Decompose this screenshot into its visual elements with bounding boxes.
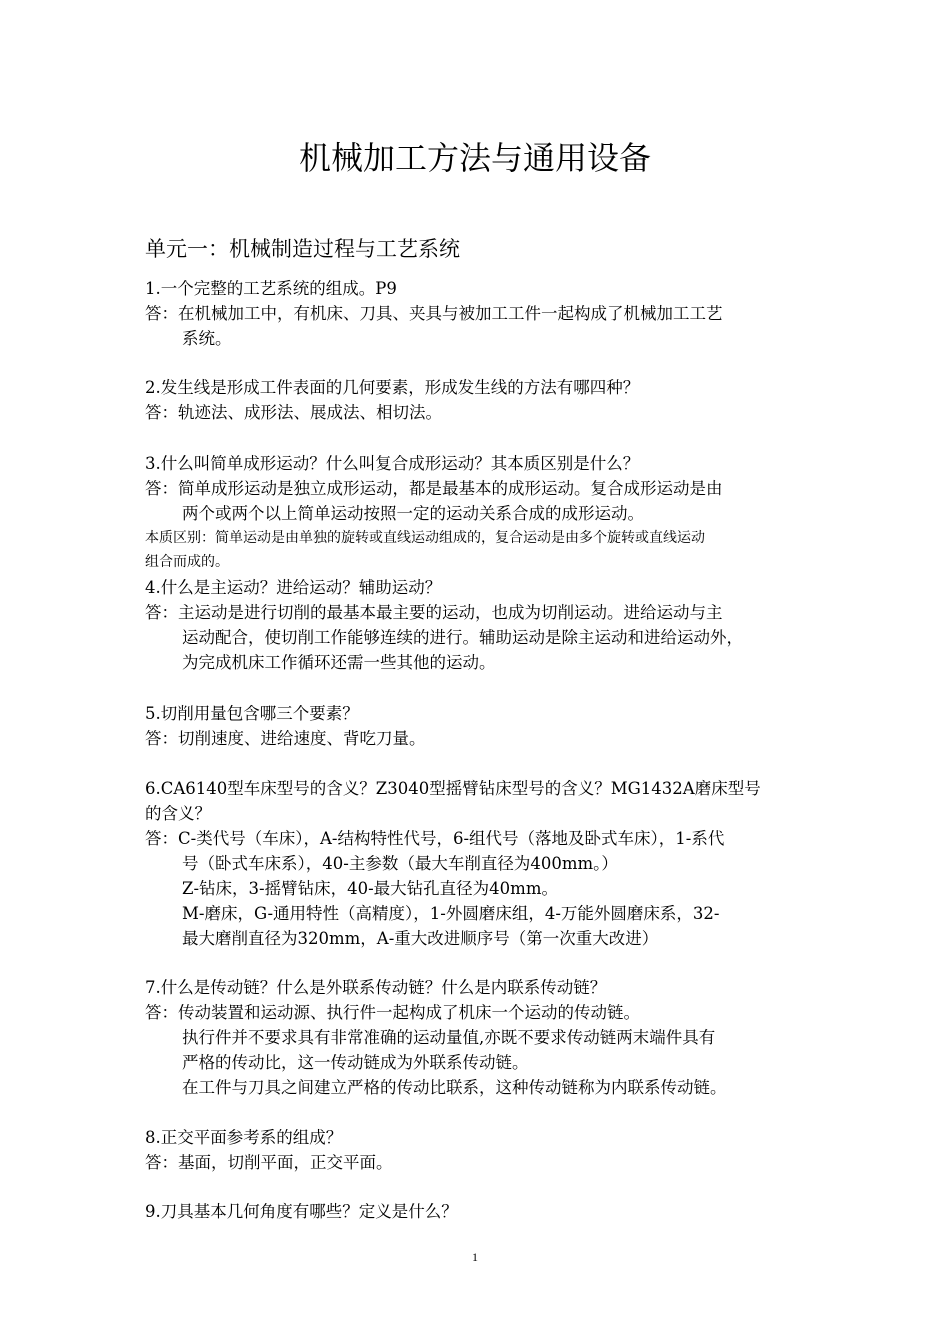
question-text: 7.什么是传动链？什么是外联系传动链？什么是内联系传动链？ — [145, 978, 607, 997]
question-text: 3.什么叫简单成形运动？什么叫复合成形运动？其本质区别是什么？ — [145, 454, 640, 473]
answer-line: 最大磨削直径为320mm，A-重大改进顺序号（第一次重大改进） — [182, 929, 659, 948]
section-title: 单元一：机械制造过程与工艺系统 — [145, 237, 460, 261]
answer-line: 为完成机床工作循环还需一些其他的运动。 — [182, 653, 496, 672]
question-text: 4.什么是主运动？进给运动？辅助运动？ — [145, 578, 442, 597]
question-text: 5.切削用量包含哪三个要素？ — [145, 704, 359, 723]
qa-item-9 — [145, 1199, 845, 1224]
answer-line: 在工件与刀具之间建立严格的传动比联系，这种传动链称为内联系传动链。 — [182, 1078, 727, 1097]
answer-line: Z-钻床，3-摇臂钻床，40-最大钻孔直径为40mm。 — [182, 879, 558, 898]
qa-item-7 — [145, 975, 845, 1100]
answer-line: 答：传动装置和运动源、执行件一起构成了机床一个运动的传动链。 — [145, 1003, 640, 1022]
answer-line: 运动配合，使切削工作能够连续的进行。辅助运动是除主运动和进给运动外， — [182, 628, 743, 647]
answer-line: 执行件并不要求具有非常准确的运动量值,亦既不要求传动链两末端件具有 — [182, 1028, 716, 1047]
answer-line: 两个或两个以上简单运动按照一定的运动关系合成的成形运动。 — [182, 504, 644, 523]
answer-line: 答：基面，切削平面，正交平面。 — [145, 1153, 393, 1172]
question-text: 的含义？ — [145, 804, 211, 823]
qa-item-1 — [145, 276, 845, 351]
qa-item-2 — [145, 375, 845, 425]
document-title: 机械加工方法与通用设备 — [298, 139, 651, 177]
note-line: 组合而成的。 — [145, 554, 229, 570]
answer-line: 系统。 — [182, 329, 232, 348]
question-text: 6.CA6140型车床型号的含义？Z3040型摇臂钻床型号的含义？MG1432A磨床型号 — [145, 779, 761, 798]
answer-line: 答：轨迹法、成形法、展成法、相切法。 — [145, 403, 442, 422]
answer-line: 答：C-类代号（车床），A-结构特性代号，6-组代号（落地及卧式车床），1-系代 — [145, 829, 725, 848]
answer-line: 答：在机械加工中，有机床、刀具、夹具与被加工工件一起构成了机械加工工艺 — [145, 304, 723, 323]
page-number: 1 — [472, 1250, 478, 1264]
answer-line: 答：主运动是进行切削的最基本最主要的运动，也成为切削运动。进给运动与主 — [145, 603, 723, 622]
qa-item-5 — [145, 701, 845, 751]
answer-line: 答：切削速度、进给速度、背吃刀量。 — [145, 729, 426, 748]
qa-item-3 — [145, 451, 845, 574]
answer-line: M-磨床，G-通用特性（高精度），1-外圆磨床组，4-万能外圆磨床系，32- — [182, 904, 720, 923]
question-text: 8.正交平面参考系的组成？ — [145, 1128, 343, 1147]
answer-line: 答：简单成形运动是独立成形运动，都是最基本的成形运动。复合成形运动是由 — [145, 479, 723, 498]
qa-item-6 — [145, 776, 845, 951]
answer-line: 严格的传动比，这一传动链成为外联系传动链。 — [182, 1053, 529, 1072]
answer-line: 号（卧式车床系），40-主参数（最大车削直径为400mm。） — [182, 854, 618, 873]
question-text: 9.刀具基本几何角度有哪些？定义是什么？ — [145, 1202, 458, 1221]
qa-item-8 — [145, 1125, 845, 1175]
question-text: 1.一个完整的工艺系统的组成。P9 — [145, 279, 397, 298]
qa-item-4 — [145, 575, 845, 675]
note-line: 本质区别：简单运动是由单独的旋转或直线运动组成的，复合运动是由多个旋转或直线运动 — [145, 530, 705, 546]
question-text: 2.发生线是形成工件表面的几何要素，形成发生线的方法有哪四种？ — [145, 378, 640, 397]
